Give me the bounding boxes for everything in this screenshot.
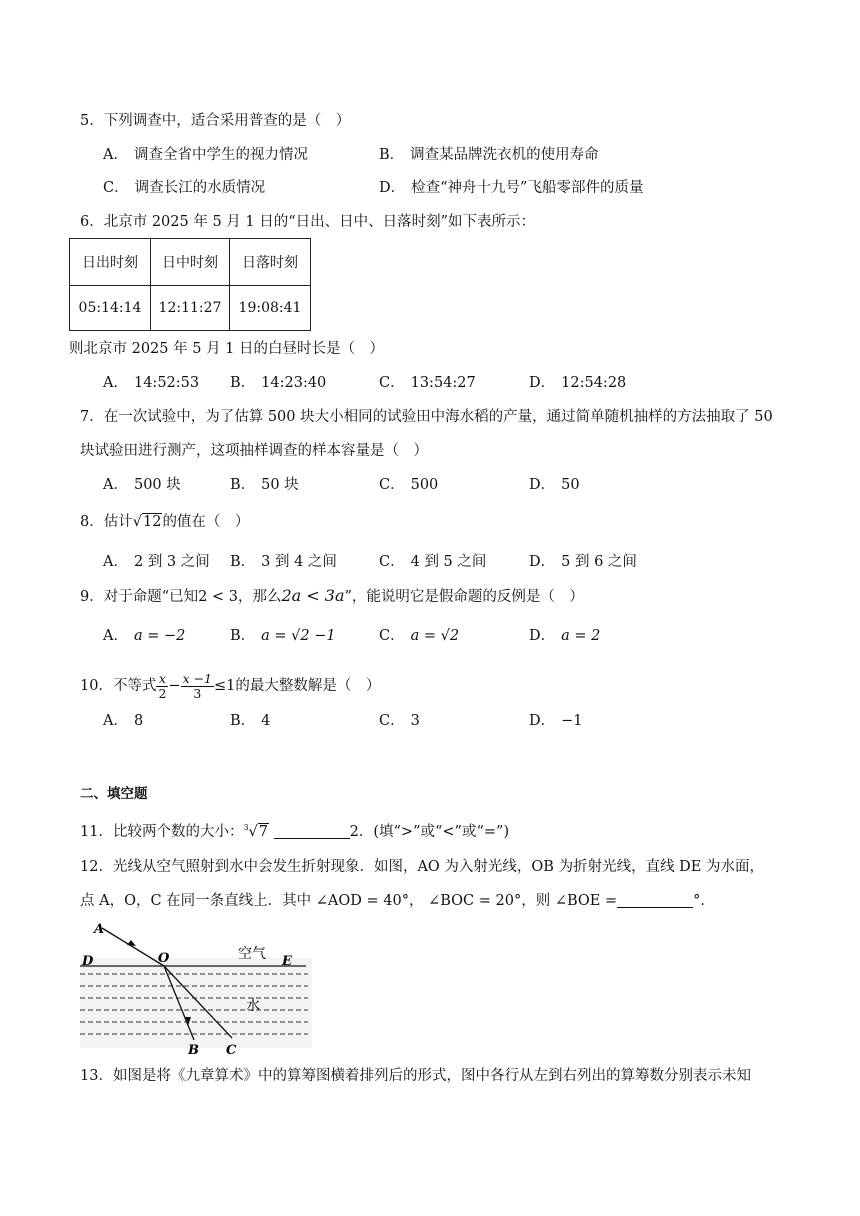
q8-option-a: A． 2 到 3 之间 [103,554,210,570]
q12-line1: 12．光线从空气照射到水中会发生折射现象．如图，AO 为入射光线，OB 为折射光线，直线 DE 为水面， [80,859,764,875]
q9-stem: 9．对于命题“已知2 < 3，那么2a < 3a”，能说明它是假命题的反例是（ ） [80,586,584,605]
table-header-noon: 日中时刻 [151,239,230,286]
q7-option-d: D． 50 [529,477,580,493]
label-a: A [94,922,105,937]
q11-answer-blank[interactable] [274,822,350,839]
q5-option-a: A． 调查全省中学生的视力情况 [103,147,308,163]
q6-option-d: D． 12:54:28 [529,375,627,391]
q8-option-c: C． 4 到 5 之间 [379,554,487,570]
label-e: E [282,954,292,969]
q10-option-d: D． −1 [529,713,583,729]
q5-option-b: B． 调查某品牌洗衣机的使用寿命 [379,147,599,163]
q5-option-d: D． 检查“神舟十九号”飞船零部件的质量 [379,180,644,196]
q9-option-b: B． a = √2 −1 [230,628,336,644]
q6-option-a: A． 14:52:53 [103,375,200,391]
q9-option-d: D． a = 2 [529,628,601,644]
q6-option-c: C． 13:54:27 [379,375,476,391]
label-o: O [158,951,170,966]
table-cell-sunset: 19:08:41 [230,286,311,331]
q9-option-a: A． a = −2 [103,628,186,644]
q6-option-b: B． 14:23:40 [230,375,327,391]
fraction-x-over-2: $\frac{x}{2}$ [158,670,167,701]
q6-stem: 6．北京市 2025 年 5 月 1 日的“日出、日中、日落时刻”如下表所示： [80,214,536,230]
q10-stem: 10．不等式 $\frac{x}{2}$ − $\frac{x -1}{3}$ ≤1的最大整数解是（ ） [80,670,381,701]
q8-option-b: B． 3 到 4 之间 [230,554,337,570]
q12-line2: 点 A，O，C 在同一条直线上．其中 ∠AOD = 40°， ∠BOC = 20°，则 ∠BOE = °． [80,893,715,909]
refraction-figure [78,918,314,1056]
q5-stem: 5．下列调查中，适合采用普查的是（ ） [80,113,351,129]
sqrt-12: √12 [132,514,162,530]
q7-option-a: A． 500 块 [103,477,181,493]
label-b: B [188,1043,199,1056]
table-header-sunset: 日落时刻 [230,239,311,286]
q11-stem: 11．比较两个数的大小：$^3$√7 2．(填“>”或“<”或“=”) [80,818,509,842]
table-header-sunrise: 日出时刻 [70,239,151,286]
label-d: D [82,954,94,969]
q10-option-c: C． 3 [379,713,420,729]
sun-times-table [69,238,311,331]
incident-arrow [127,940,136,946]
cube-root-7: $^3$√7 [243,823,269,840]
label-air: 空气 [238,946,266,962]
q6-question: 则北京市 2025 年 5 月 1 日的白昼时长是（ ） [69,341,385,357]
q13-line1: 13．如图是将《九章算术》中的算筹图横着排列后的形式，图中各行从左到右列出的算筹数分别表示未知 [80,1068,751,1084]
q10-option-b: B． 4 [230,713,271,729]
label-c: C [226,1043,237,1056]
q5-option-c: C． 调查长江的水质情况 [103,180,266,196]
table-cell-sunrise: 05:14:14 [70,286,151,331]
q7-option-c: C． 500 [379,477,439,493]
q7-stem-line1: 7．在一次试验中，为了估算 500 块大小相同的试验田中海水稻的产量，通过简单随机抽样的方法抽取了 50 [80,409,773,425]
q7-stem-line2: 块试验田进行测产，这项抽样调查的样本容量是（ ） [80,443,428,459]
q8-option-d: D． 5 到 6 之间 [529,554,637,570]
q12-answer-blank[interactable] [617,891,693,908]
section-title-fill-blank: 二、填空题 [80,786,148,802]
q9-option-c: C． a = √2 [379,628,460,644]
table-cell-noon: 12:11:27 [151,286,230,331]
q10-option-a: A． 8 [103,713,144,729]
label-water: 水 [246,998,260,1014]
fraction-x-minus-1-over-3: $\frac{x -1}{3}$ [182,670,213,701]
q7-option-b: B． 50 块 [230,477,299,493]
q8-stem: 8．估计√12的值在（ ） [80,514,250,530]
